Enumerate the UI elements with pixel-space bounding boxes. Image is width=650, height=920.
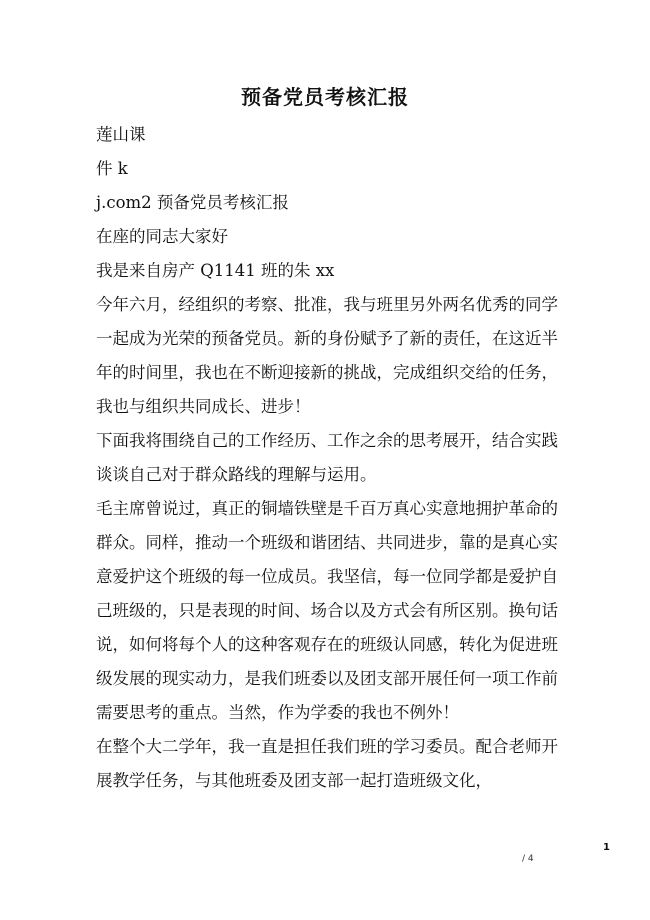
document-title: 预备党员考核汇报	[241, 85, 409, 109]
paragraph-6: 今年六月，经组织的考察、批准，我与班里另外两名优秀的同学一起成为光荣的预备党员。新的身份赋予了新的责任，在这近半年的时间里，我也在不断迎接新的挑战，完成组织交给的任务，我也与组织共同成长、进步！	[96, 295, 558, 416]
paragraph-7: 下面我将围绕自己的工作经历、工作之余的思考展开，结合实践谈谈自己对于群众路线的理解与运用。	[96, 431, 558, 484]
paragraph-4: 在座的同志大家好	[96, 227, 228, 246]
paragraph-5: 我是来自房产 Q1141 班的朱 xx	[96, 261, 335, 280]
paragraph-3: j.com2 预备党员考核汇报	[96, 193, 289, 212]
paragraph-8: 毛主席曾说过，真正的铜墙铁壁是千百万真心实意地拥护革命的群众。同样，推动一个班级和谐团结、共同进步，靠的是真心实意爱护这个班级的每一位成员。我坚信，每一位同学都是爱护自己班级的，只是表现的时间、场合以及方式会有所区别。换句话说，如何将每个人的这种客观存在的班级认同感，转化为促进班级发展的现实动力，是我们班委以及团支部开展任何一项工作前需要思考的重点。当然，作为学委的我也不例外！	[96, 499, 558, 722]
paragraph-2: 件 k	[96, 159, 128, 178]
document-body	[96, 118, 558, 798]
page-number: 1	[603, 842, 610, 853]
page-total: / 4	[522, 854, 534, 864]
paragraph-9: 在整个大二学年，我一直是担任我们班的学习委员。配合老师开展教学任务，与其他班委及团支部一起打造班级文化，	[96, 737, 558, 790]
paragraph-1: 莲山课	[96, 125, 146, 144]
